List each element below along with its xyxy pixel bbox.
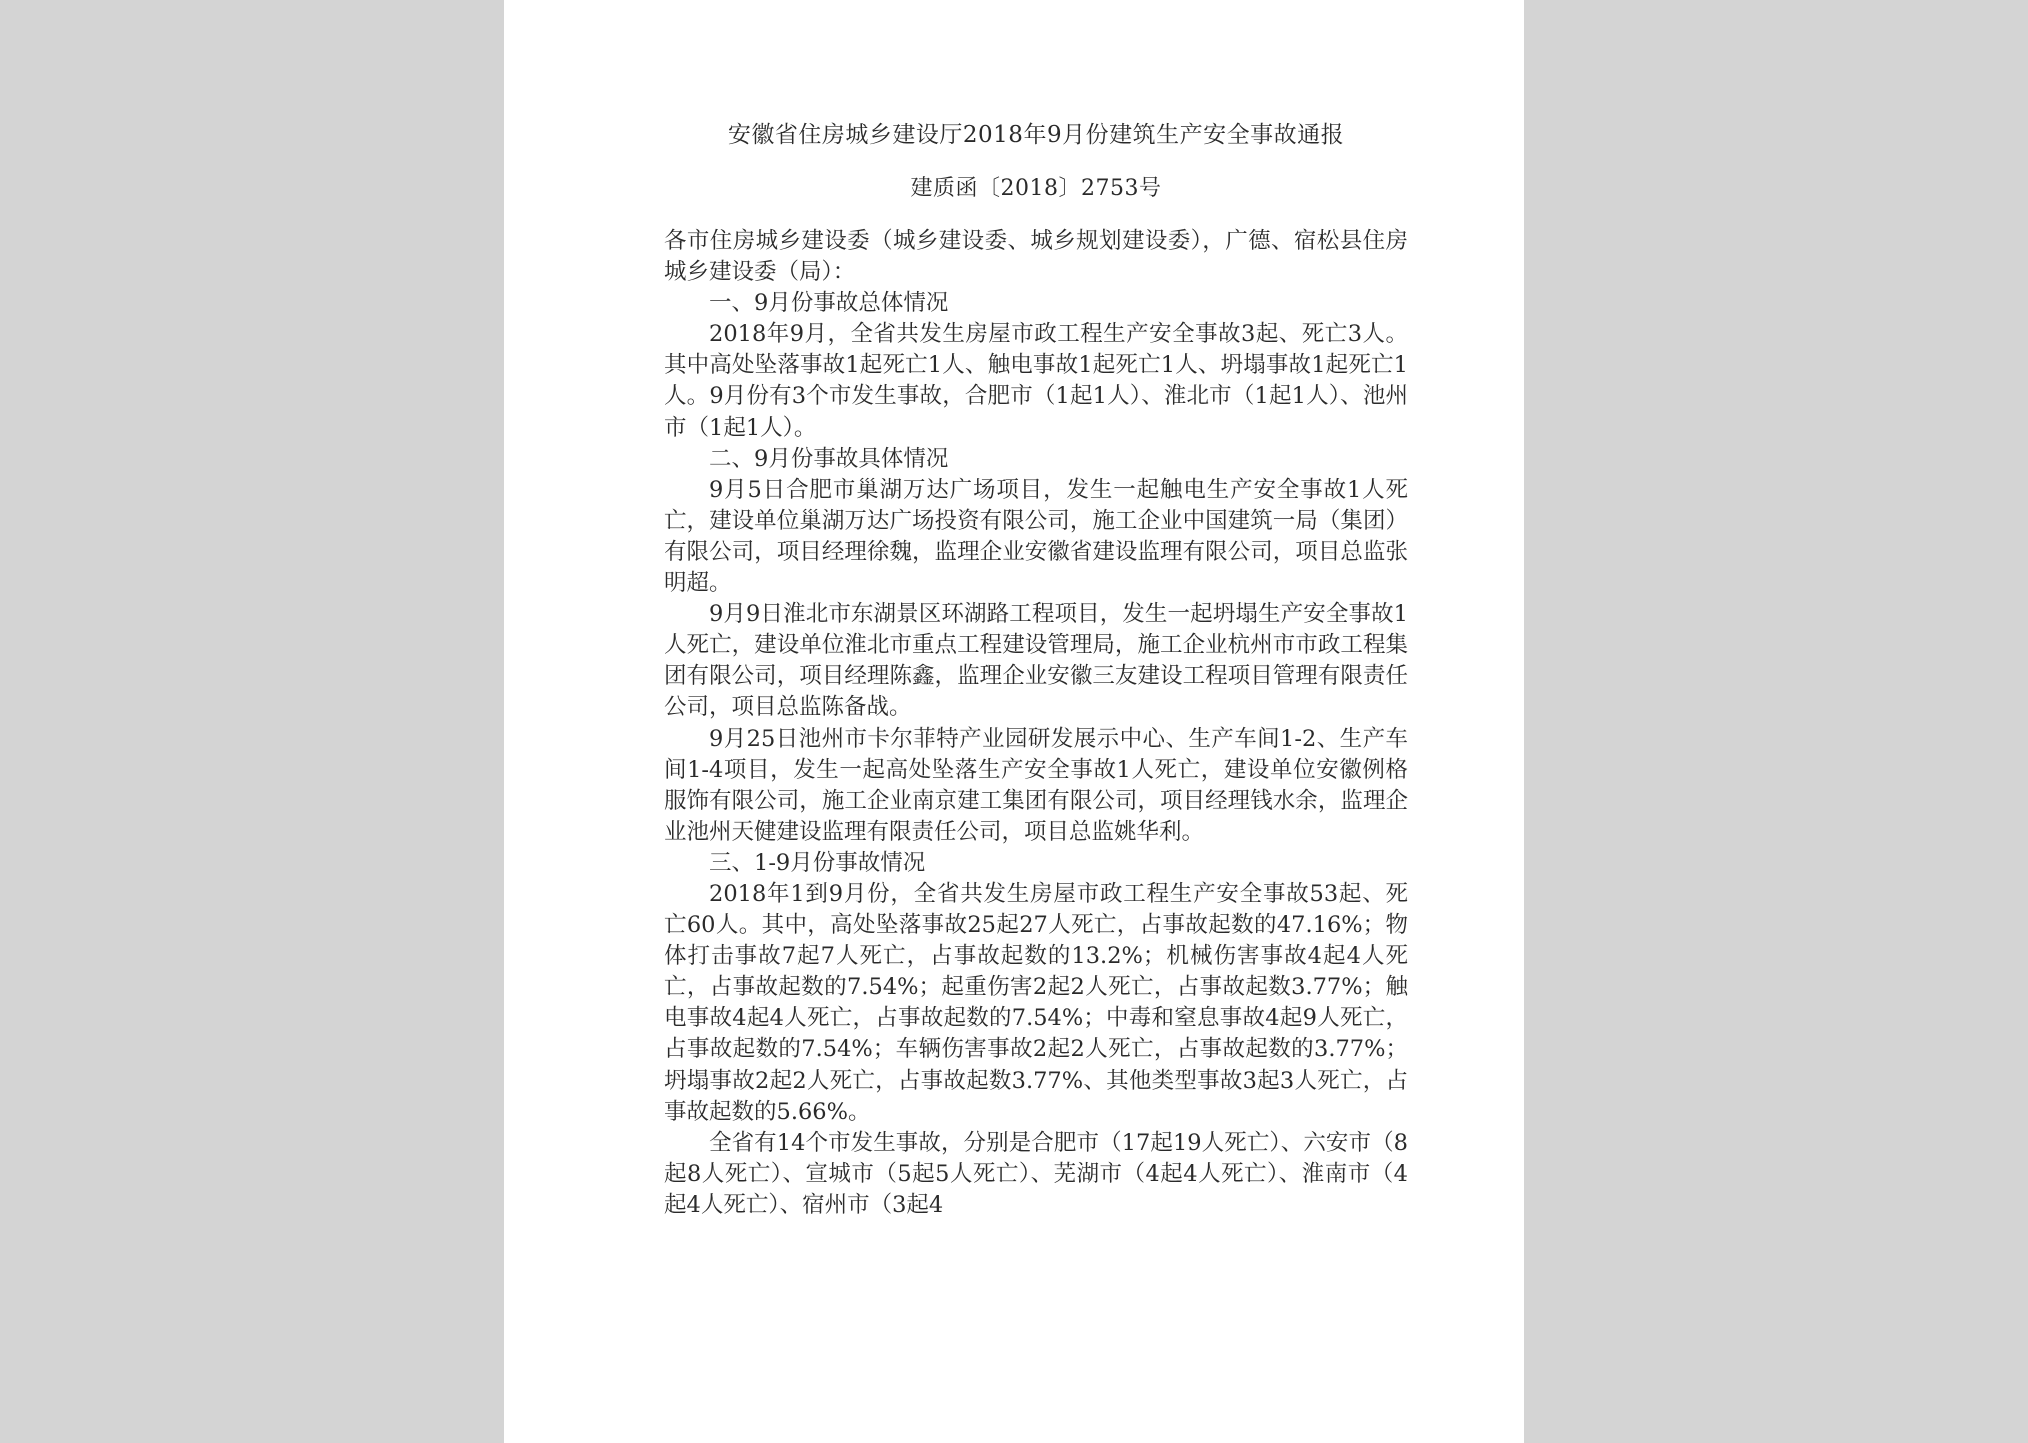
- document-title: 安徽省住房城乡建设厅2018年9月份建筑生产安全事故通报: [727, 122, 1345, 148]
- body-paragraph: 全省有14个市发生事故，分别是合肥市（17起19人死亡）、六安市（8起8人死亡）、宣城市（5起5人死亡）、芜湖市（4起4人死亡）、淮南市（4起4人死亡）、宿州市（3起4: [664, 1129, 1408, 1218]
- body-paragraph: 9月9日淮北市东湖景区环湖路工程项目，发生一起坍塌生产安全事故1人死亡，建设单位淮北市重点工程建设管理局，施工企业杭州市市政工程集团有限公司，项目经理陈鑫，监理企业安徽三友建设工程项目管理有限责任公司，项目总监陈备战。: [664, 601, 1408, 721]
- document-number: 建质函〔2018〕2753号: [910, 176, 1162, 201]
- body-paragraph: 2018年1到9月份，全省共发生房屋市政工程生产安全事故53起、死亡60人。其中，高处坠落事故25起27人死亡，占事故起数的47.16%；物体打击事故7起7人死亡，占事故起数的13.2%；机械伤害事故4起4人死亡，占事故起数的7.54%；起重伤害2起2人死亡，占事故起数3.77%；触电事故4起4人死亡，占事故起数的7.54%；中毒和窒息事故4起9人死亡，占事故起数的7.54%；车辆伤害事故2起2人死亡，占事故起数的3.77%；坍塌事故2起2人死亡，占事故起数3.77%、其他类型事故3起3人死亡，占事故起数的5.66%。: [664, 880, 1408, 1125]
- section-heading: 二、9月份事故具体情况: [709, 445, 949, 472]
- section-heading: 三、1-9月份事故情况: [709, 849, 926, 876]
- body-paragraph: 9月5日合肥市巢湖万达广场项目，发生一起触电生产安全事故1人死亡，建设单位巢湖万达广场投资有限公司，施工企业中国建筑一局（集团）有限公司，项目经理徐魏，监理企业安徽省建设监理有限公司，项目总监张明超。: [664, 476, 1408, 597]
- document-page: [504, 0, 1524, 1443]
- body-paragraph: 2018年9月，全省共发生房屋市政工程生产安全事故3起、死亡3人。其中高处坠落事故1起死亡1人、触电事故1起死亡1人、坍塌事故1起死亡1人。9月份有3个市发生事故，合肥市（1起1人）、淮北市（1起1人）、池州市（1起1人）。: [664, 321, 1408, 441]
- document-body: [664, 226, 1408, 1221]
- addressee-paragraph: 各市住房城乡建设委（城乡建设委、城乡规划建设委），广德、宿松县住房城乡建设委（局）：: [664, 228, 1408, 286]
- body-paragraph: 9月25日池州市卡尔菲特产业园研发展示中心、生产车间1-2、生产车间1-4项目，发生一起高处坠落生产安全事故1人死亡，建设单位安徽例格服饰有限公司，施工企业南京建工集团有限公司，项目经理钱水余，监理企业池州天健建设监理有限责任公司，项目总监姚华利。: [664, 725, 1408, 845]
- section-heading: 一、9月份事故总体情况: [709, 290, 949, 317]
